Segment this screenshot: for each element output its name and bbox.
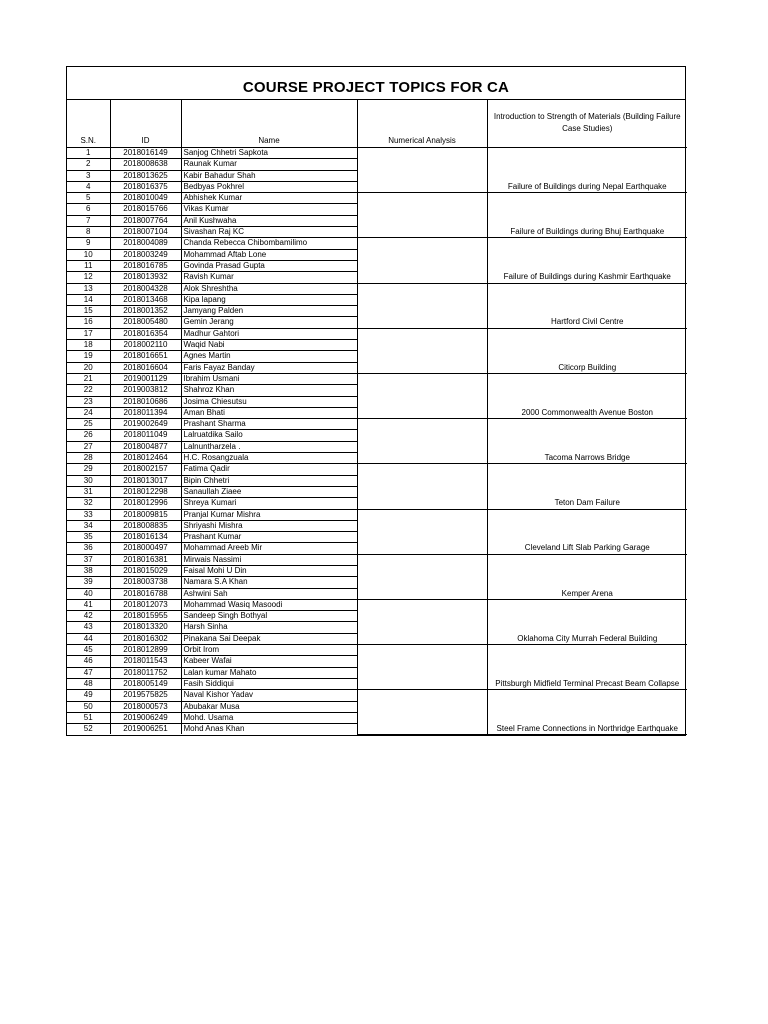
student-id-cell: 2018011049 [110, 430, 181, 441]
student-name-cell: Agnes Martin [181, 351, 357, 362]
student-id-cell: 2018016785 [110, 260, 181, 271]
numerical-analysis-cell [357, 148, 487, 193]
table-row [67, 464, 687, 475]
serial-number-cell: 6 [67, 204, 110, 215]
student-name-cell: Fatima Qadir [181, 464, 357, 475]
serial-number-cell: 8 [67, 227, 110, 238]
student-name-cell: Sandeep Singh Bothyal [181, 611, 357, 622]
numerical-analysis-cell [357, 328, 487, 373]
student-id-cell: 2018001352 [110, 306, 181, 317]
student-name-cell: Naval Kishor Yadav [181, 690, 357, 701]
serial-number-cell: 51 [67, 712, 110, 723]
student-name-cell: Faris Fayaz Banday [181, 362, 357, 373]
serial-number-cell: 31 [67, 486, 110, 497]
serial-number-cell: 42 [67, 611, 110, 622]
student-id-cell: 2018007104 [110, 227, 181, 238]
serial-number-cell: 5 [67, 193, 110, 204]
student-id-cell: 2018016604 [110, 362, 181, 373]
student-id-cell: 2018016651 [110, 351, 181, 362]
table-row [67, 373, 687, 384]
student-name-cell: Abhishek Kumar [181, 193, 357, 204]
student-name-cell: Abubakar Musa [181, 701, 357, 712]
numerical-analysis-cell [357, 690, 487, 735]
student-name-cell: Mohd Anas Khan [181, 724, 357, 735]
serial-number-cell: 38 [67, 565, 110, 576]
topic-cell: 2000 Commonwealth Avenue Boston [487, 373, 687, 418]
student-id-cell: 2018000497 [110, 543, 181, 554]
table-row [67, 599, 687, 610]
student-name-cell: Shriyashi Mishra [181, 520, 357, 531]
serial-number-cell: 30 [67, 475, 110, 486]
serial-number-cell: 35 [67, 532, 110, 543]
student-id-cell: 2018008835 [110, 520, 181, 531]
student-name-cell: H.C. Rosangzuala [181, 453, 357, 464]
student-id-cell: 2018002110 [110, 340, 181, 351]
header-sn: S.N. [67, 100, 110, 148]
student-id-cell: 2018015766 [110, 204, 181, 215]
student-name-cell: Alok Shreshtha [181, 283, 357, 294]
serial-number-cell: 26 [67, 430, 110, 441]
serial-number-cell: 40 [67, 588, 110, 599]
student-id-cell: 2018004328 [110, 283, 181, 294]
topic-cell: Failure of Buildings during Kashmir Earthquake [487, 238, 687, 283]
student-id-cell: 2018013932 [110, 272, 181, 283]
serial-number-cell: 32 [67, 498, 110, 509]
student-id-cell: 2018012996 [110, 498, 181, 509]
student-name-cell: Ashwini Sah [181, 588, 357, 599]
serial-number-cell: 25 [67, 419, 110, 430]
serial-number-cell: 50 [67, 701, 110, 712]
student-id-cell: 2018016302 [110, 633, 181, 644]
serial-number-cell: 12 [67, 272, 110, 283]
student-name-cell: Madhur Gahtori [181, 328, 357, 339]
serial-number-cell: 47 [67, 667, 110, 678]
table-row [67, 283, 687, 294]
student-id-cell: 2018004877 [110, 441, 181, 452]
numerical-analysis-cell [357, 419, 487, 464]
table-body [67, 148, 687, 735]
topic-cell: Teton Dam Failure [487, 464, 687, 509]
student-id-cell: 2018012899 [110, 645, 181, 656]
student-id-cell: 2018011543 [110, 656, 181, 667]
student-name-cell: Fasih Siddiqui [181, 678, 357, 689]
serial-number-cell: 36 [67, 543, 110, 554]
header-name: Name [181, 100, 357, 148]
serial-number-cell: 43 [67, 622, 110, 633]
student-name-cell: Josima Chiesutsu [181, 396, 357, 407]
student-name-cell: Mohammad Wasiq Masoodi [181, 599, 357, 610]
serial-number-cell: 10 [67, 249, 110, 260]
student-name-cell: Sanjog Chhetri Sapkota [181, 148, 357, 159]
topic-cell: Failure of Buildings during Bhuj Earthquake [487, 193, 687, 238]
student-name-cell: Lalan kumar Mahato [181, 667, 357, 678]
student-id-cell: 2018013320 [110, 622, 181, 633]
student-id-cell: 2018016134 [110, 532, 181, 543]
student-id-cell: 2018016788 [110, 588, 181, 599]
serial-number-cell: 21 [67, 373, 110, 384]
serial-number-cell: 27 [67, 441, 110, 452]
student-id-cell: 2018011394 [110, 407, 181, 418]
student-id-cell: 2018013017 [110, 475, 181, 486]
student-id-cell: 2018016381 [110, 554, 181, 565]
serial-number-cell: 46 [67, 656, 110, 667]
topic-cell: Kemper Arena [487, 554, 687, 599]
student-id-cell: 2018010049 [110, 193, 181, 204]
student-name-cell: Bedbyas Pokhrel [181, 181, 357, 192]
student-id-cell: 2018005480 [110, 317, 181, 328]
student-name-cell: Jamyang Palden [181, 306, 357, 317]
header-numerical-analysis: Numerical Analysis [357, 100, 487, 148]
student-name-cell: Sanaullah Ziaee [181, 486, 357, 497]
student-name-cell: Raunak Kumar [181, 159, 357, 170]
student-name-cell: Harsh Sinha [181, 622, 357, 633]
serial-number-cell: 37 [67, 554, 110, 565]
numerical-analysis-cell [357, 238, 487, 283]
numerical-analysis-cell [357, 283, 487, 328]
student-name-cell: Waqid Nabi [181, 340, 357, 351]
student-name-cell: Mohd. Usama [181, 712, 357, 723]
student-name-cell: Sivashan Raj KC [181, 227, 357, 238]
serial-number-cell: 7 [67, 215, 110, 226]
student-name-cell: Shahroz Khan [181, 385, 357, 396]
student-name-cell: Lalruatdika Sailo [181, 430, 357, 441]
student-name-cell: Namara S.A Khan [181, 577, 357, 588]
student-id-cell: 2018008638 [110, 159, 181, 170]
topic-cell: Citicorp Building [487, 328, 687, 373]
student-name-cell: Mohammad Aftab Lone [181, 249, 357, 260]
student-name-cell: Prashant Sharma [181, 419, 357, 430]
student-name-cell: Kabir Bahadur Shah [181, 170, 357, 181]
student-name-cell: Govinda Prasad Gupta [181, 260, 357, 271]
student-id-cell: 2018010686 [110, 396, 181, 407]
serial-number-cell: 28 [67, 453, 110, 464]
numerical-analysis-cell [357, 645, 487, 690]
table-row [67, 419, 687, 430]
serial-number-cell: 13 [67, 283, 110, 294]
student-id-cell: 2019002649 [110, 419, 181, 430]
topic-cell: Hartford Civil Centre [487, 283, 687, 328]
student-id-cell: 2018009815 [110, 509, 181, 520]
student-name-cell: Faisal Mohi U Din [181, 565, 357, 576]
student-name-cell: Lalnuntharzela . [181, 441, 357, 452]
student-name-cell: Gemin Jerang [181, 317, 357, 328]
student-id-cell: 2018003738 [110, 577, 181, 588]
student-id-cell: 2018003249 [110, 249, 181, 260]
serial-number-cell: 49 [67, 690, 110, 701]
topic-cell: Steel Frame Connections in Northridge Earthquake [487, 690, 687, 735]
student-id-cell: 2018005149 [110, 678, 181, 689]
student-id-cell: 2018016375 [110, 181, 181, 192]
table-row [67, 328, 687, 339]
student-name-cell: Shreya Kumari [181, 498, 357, 509]
serial-number-cell: 33 [67, 509, 110, 520]
student-id-cell: 2019003812 [110, 385, 181, 396]
student-id-cell: 2019006251 [110, 724, 181, 735]
serial-number-cell: 22 [67, 385, 110, 396]
serial-number-cell: 18 [67, 340, 110, 351]
header-strength-of-materials: Introduction to Strength of Materials (Building Failure Case Studies) [487, 100, 687, 148]
student-name-cell: Pranjal Kumar Mishra [181, 509, 357, 520]
student-id-cell: 2018013625 [110, 170, 181, 181]
serial-number-cell: 52 [67, 724, 110, 735]
header-id: ID [110, 100, 181, 148]
table-row [67, 238, 687, 249]
topic-cell: Oklahoma City Murrah Federal Building [487, 599, 687, 644]
serial-number-cell: 11 [67, 260, 110, 271]
student-id-cell: 2018012073 [110, 599, 181, 610]
student-id-cell: 2018012464 [110, 453, 181, 464]
numerical-analysis-cell [357, 464, 487, 509]
topic-cell: Pittsburgh Midfield Terminal Precast Beam Collapse [487, 645, 687, 690]
student-id-cell: 2018000573 [110, 701, 181, 712]
serial-number-cell: 4 [67, 181, 110, 192]
serial-number-cell: 41 [67, 599, 110, 610]
student-name-cell: Kipa lapang [181, 294, 357, 305]
table-row [67, 509, 687, 520]
numerical-analysis-cell [357, 509, 487, 554]
topic-cell: Failure of Buildings during Nepal Earthquake [487, 148, 687, 193]
numerical-analysis-cell [357, 373, 487, 418]
student-id-cell: 2018004089 [110, 238, 181, 249]
table-row [67, 690, 687, 701]
student-id-cell: 2018013468 [110, 294, 181, 305]
student-id-cell: 2019006249 [110, 712, 181, 723]
serial-number-cell: 16 [67, 317, 110, 328]
serial-number-cell: 24 [67, 407, 110, 418]
page-title: COURSE PROJECT TOPICS FOR CA [67, 67, 685, 100]
serial-number-cell: 9 [67, 238, 110, 249]
student-id-cell: 2018015029 [110, 565, 181, 576]
serial-number-cell: 14 [67, 294, 110, 305]
numerical-analysis-cell [357, 554, 487, 599]
project-sheet [66, 66, 686, 736]
student-name-cell: Mirwais Nassimi [181, 554, 357, 565]
serial-number-cell: 34 [67, 520, 110, 531]
table-row [67, 645, 687, 656]
table-row [67, 193, 687, 204]
serial-number-cell: 48 [67, 678, 110, 689]
student-name-cell: Prashant Kumar [181, 532, 357, 543]
student-name-cell: Orbit Irom [181, 645, 357, 656]
student-name-cell: Anil Kushwaha [181, 215, 357, 226]
student-id-cell: 2018002157 [110, 464, 181, 475]
student-name-cell: Kabeer Wafai [181, 656, 357, 667]
student-name-cell: Aman Bhati [181, 407, 357, 418]
student-name-cell: Ibrahim Usmani [181, 373, 357, 384]
header-row [67, 100, 687, 148]
numerical-analysis-cell [357, 193, 487, 238]
student-name-cell: Pinakana Sai Deepak [181, 633, 357, 644]
student-name-cell: Chanda Rebecca Chibombamilimo [181, 238, 357, 249]
student-name-cell: Ravish Kumar [181, 272, 357, 283]
student-name-cell: Vikas Kumar [181, 204, 357, 215]
serial-number-cell: 20 [67, 362, 110, 373]
serial-number-cell: 3 [67, 170, 110, 181]
serial-number-cell: 15 [67, 306, 110, 317]
table-row [67, 148, 687, 159]
serial-number-cell: 44 [67, 633, 110, 644]
serial-number-cell: 23 [67, 396, 110, 407]
student-id-cell: 2018015955 [110, 611, 181, 622]
serial-number-cell: 39 [67, 577, 110, 588]
student-name-cell: Bipin Chhetri [181, 475, 357, 486]
student-id-cell: 2018016149 [110, 148, 181, 159]
serial-number-cell: 45 [67, 645, 110, 656]
serial-number-cell: 1 [67, 148, 110, 159]
student-name-cell: Mohammad Areeb Mir [181, 543, 357, 554]
serial-number-cell: 17 [67, 328, 110, 339]
student-id-cell: 2019575825 [110, 690, 181, 701]
serial-number-cell: 2 [67, 159, 110, 170]
serial-number-cell: 29 [67, 464, 110, 475]
numerical-analysis-cell [357, 599, 487, 644]
student-id-cell: 2018011752 [110, 667, 181, 678]
student-id-cell: 2018016354 [110, 328, 181, 339]
table-row [67, 554, 687, 565]
topic-cell: Cleveland Lift Slab Parking Garage [487, 509, 687, 554]
topic-cell: Tacoma Narrows Bridge [487, 419, 687, 464]
student-id-cell: 2018012298 [110, 486, 181, 497]
serial-number-cell: 19 [67, 351, 110, 362]
student-id-cell: 2019001129 [110, 373, 181, 384]
topics-table [67, 100, 687, 735]
student-id-cell: 2018007764 [110, 215, 181, 226]
